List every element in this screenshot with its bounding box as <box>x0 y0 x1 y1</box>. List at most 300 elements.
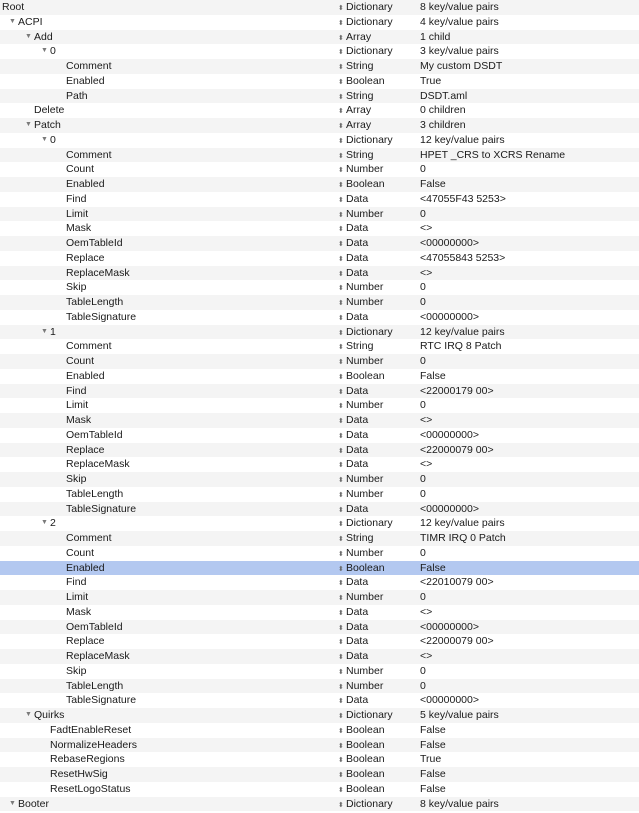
key-cell[interactable] <box>66 443 105 458</box>
type-label: Number <box>346 355 383 367</box>
type-label: Number <box>346 665 383 677</box>
plist-row[interactable] <box>0 133 639 148</box>
value-cell[interactable]: False <box>420 723 446 738</box>
plist-row[interactable] <box>0 251 639 266</box>
key-label: Comment <box>66 149 112 161</box>
key-label: ReplaceMask <box>66 650 130 662</box>
plist-row[interactable] <box>0 15 639 30</box>
value-cell[interactable]: 0 <box>420 472 426 487</box>
type-label: Dictionary <box>346 45 393 57</box>
updown-stepper-icon: ⬍ <box>338 710 346 725</box>
key-cell[interactable] <box>66 89 88 104</box>
key-cell[interactable] <box>66 398 88 413</box>
plist-row[interactable] <box>0 649 639 664</box>
key-cell[interactable] <box>66 354 94 369</box>
key-cell[interactable] <box>66 428 123 443</box>
value-cell[interactable]: <00000000> <box>420 620 479 635</box>
value-cell[interactable]: <> <box>420 221 432 236</box>
updown-stepper-icon: ⬍ <box>338 76 346 91</box>
key-cell[interactable] <box>66 605 91 620</box>
plist-row[interactable] <box>0 118 639 133</box>
type-label: Data <box>346 635 368 647</box>
updown-stepper-icon: ⬍ <box>338 666 346 681</box>
updown-stepper-icon: ⬍ <box>338 769 346 784</box>
key-label: Limit <box>66 208 88 220</box>
updown-stepper-icon: ⬍ <box>338 282 346 297</box>
value-cell[interactable]: 8 key/value pairs <box>420 0 499 15</box>
type-label: Array <box>346 104 371 116</box>
type-label: Number <box>346 591 383 603</box>
disclosure-triangle-icon[interactable]: ▼ <box>25 118 34 133</box>
value-cell[interactable]: <> <box>420 266 432 281</box>
key-cell[interactable] <box>34 103 64 118</box>
plist-row[interactable] <box>0 797 639 812</box>
key-cell[interactable] <box>66 384 86 399</box>
value-cell[interactable]: 3 children <box>420 118 466 133</box>
value-cell[interactable]: False <box>420 782 446 797</box>
key-cell[interactable] <box>25 30 53 45</box>
plist-row[interactable] <box>0 767 639 782</box>
updown-stepper-icon: ⬍ <box>338 297 346 312</box>
updown-stepper-icon: ⬍ <box>338 577 346 592</box>
value-cell[interactable]: 1 child <box>420 30 450 45</box>
key-cell[interactable] <box>25 118 61 133</box>
updown-stepper-icon: ⬍ <box>338 223 346 238</box>
value-cell[interactable]: My custom DSDT <box>420 59 502 74</box>
type-label: Dictionary <box>346 798 393 810</box>
type-label: Boolean <box>346 724 385 736</box>
key-cell[interactable] <box>66 693 136 708</box>
key-cell[interactable] <box>2 0 24 15</box>
key-label: Limit <box>66 591 88 603</box>
plist-row[interactable] <box>0 782 639 797</box>
plist-row[interactable] <box>0 339 639 354</box>
plist-row[interactable] <box>0 221 639 236</box>
updown-stepper-icon: ⬍ <box>338 105 346 120</box>
key-label: 0 <box>50 134 56 146</box>
type-label: Number <box>346 473 383 485</box>
value-cell[interactable]: <22010079 00> <box>420 575 494 590</box>
type-label: Boolean <box>346 753 385 765</box>
updown-stepper-icon: ⬍ <box>338 135 346 150</box>
value-cell[interactable]: 0 <box>420 207 426 222</box>
key-cell[interactable] <box>66 590 88 605</box>
type-label: Data <box>346 694 368 706</box>
key-cell[interactable] <box>66 207 88 222</box>
plist-row[interactable] <box>0 487 639 502</box>
plist-row[interactable] <box>0 752 639 767</box>
type-label: Dictionary <box>346 517 393 529</box>
disclosure-triangle-icon[interactable]: ▼ <box>41 133 50 148</box>
type-label: Data <box>346 444 368 456</box>
key-label: 1 <box>50 326 56 338</box>
type-label: Number <box>346 547 383 559</box>
key-cell[interactable] <box>66 266 130 281</box>
value-cell[interactable]: 0 <box>420 664 426 679</box>
value-cell[interactable]: 12 key/value pairs <box>420 325 505 340</box>
disclosure-triangle-icon[interactable]: ▼ <box>25 708 34 723</box>
key-label: 0 <box>50 45 56 57</box>
disclosure-triangle-icon[interactable]: ▼ <box>41 516 50 531</box>
plist-row[interactable] <box>0 310 639 325</box>
value-cell[interactable]: 0 <box>420 487 426 502</box>
updown-stepper-icon: ⬍ <box>338 489 346 504</box>
updown-stepper-icon: ⬍ <box>338 548 346 563</box>
value-cell[interactable]: <22000079 00> <box>420 443 494 458</box>
key-label: TableSignature <box>66 503 136 515</box>
type-popup[interactable] <box>338 797 393 813</box>
key-cell[interactable] <box>66 162 94 177</box>
key-cell[interactable] <box>66 664 86 679</box>
updown-stepper-icon: ⬍ <box>338 17 346 32</box>
disclosure-triangle-icon[interactable]: ▼ <box>9 797 18 812</box>
value-cell[interactable]: False <box>420 738 446 753</box>
value-cell[interactable]: 3 key/value pairs <box>420 44 499 59</box>
plist-row[interactable] <box>0 177 639 192</box>
key-cell[interactable] <box>66 221 91 236</box>
key-label: Skip <box>66 665 86 677</box>
updown-stepper-icon: ⬍ <box>338 179 346 194</box>
plist-row[interactable] <box>0 708 639 723</box>
type-label: Data <box>346 252 368 264</box>
key-cell[interactable] <box>50 723 131 738</box>
key-cell[interactable] <box>66 487 123 502</box>
key-cell[interactable] <box>66 148 112 163</box>
type-label: Data <box>346 222 368 234</box>
type-label: Dictionary <box>346 134 393 146</box>
type-label: Data <box>346 503 368 515</box>
updown-stepper-icon: ⬍ <box>338 209 346 224</box>
key-cell[interactable] <box>50 782 131 797</box>
key-label: Enabled <box>66 178 105 190</box>
updown-stepper-icon: ⬍ <box>338 341 346 356</box>
updown-stepper-icon: ⬍ <box>338 356 346 371</box>
key-cell[interactable] <box>66 310 136 325</box>
key-label: TableLength <box>66 488 123 500</box>
key-label: ReplaceMask <box>66 458 130 470</box>
key-cell[interactable] <box>66 295 123 310</box>
value-cell[interactable]: TIMR IRQ 0 Patch <box>420 531 506 546</box>
key-cell[interactable] <box>41 44 56 59</box>
key-label: OemTableId <box>66 237 123 249</box>
key-label: Root <box>2 1 24 13</box>
value-cell[interactable]: <> <box>420 605 432 620</box>
updown-stepper-icon: ⬍ <box>338 253 346 268</box>
key-cell[interactable] <box>66 546 94 561</box>
value-cell[interactable]: <47055843 5253> <box>420 251 505 266</box>
plist-row[interactable] <box>0 531 639 546</box>
updown-stepper-icon: ⬍ <box>338 430 346 445</box>
key-cell[interactable] <box>66 280 86 295</box>
plist-row[interactable] <box>0 148 639 163</box>
key-cell[interactable] <box>9 797 49 812</box>
value-cell[interactable]: <00000000> <box>420 693 479 708</box>
updown-stepper-icon: ⬍ <box>338 622 346 637</box>
key-cell[interactable] <box>50 767 108 782</box>
type-label: Number <box>346 399 383 411</box>
key-cell[interactable] <box>66 369 105 384</box>
type-label: Number <box>346 281 383 293</box>
key-cell[interactable] <box>66 561 105 576</box>
key-label: Mask <box>66 414 91 426</box>
plist-row[interactable] <box>0 207 639 222</box>
updown-stepper-icon: ⬍ <box>338 91 346 106</box>
plist-row[interactable] <box>0 325 639 340</box>
key-label: TableSignature <box>66 694 136 706</box>
updown-stepper-icon: ⬍ <box>338 238 346 253</box>
key-label: Find <box>66 576 86 588</box>
plist-row[interactable] <box>0 561 639 576</box>
key-cell[interactable] <box>66 236 123 251</box>
updown-stepper-icon: ⬍ <box>338 312 346 327</box>
key-label: Comment <box>66 532 112 544</box>
plist-row[interactable] <box>0 634 639 649</box>
plist-row[interactable] <box>0 369 639 384</box>
value-cell[interactable]: <22000179 00> <box>420 384 494 399</box>
key-label: TableLength <box>66 296 123 308</box>
updown-stepper-icon: ⬍ <box>338 386 346 401</box>
key-label: Replace <box>66 635 105 647</box>
updown-stepper-icon: ⬍ <box>338 120 346 135</box>
plist-row[interactable] <box>0 738 639 753</box>
value-cell[interactable]: <00000000> <box>420 236 479 251</box>
disclosure-triangle-icon[interactable]: ▼ <box>9 15 18 30</box>
type-label: Number <box>346 208 383 220</box>
value-cell[interactable]: <00000000> <box>420 428 479 443</box>
plist-row[interactable] <box>0 30 639 45</box>
key-label: 2 <box>50 517 56 529</box>
key-label: Limit <box>66 399 88 411</box>
plist-row[interactable] <box>0 502 639 517</box>
value-cell[interactable]: <00000000> <box>420 502 479 517</box>
value-cell[interactable]: <> <box>420 649 432 664</box>
value-cell[interactable]: 0 <box>420 295 426 310</box>
key-cell[interactable] <box>9 15 43 30</box>
key-cell[interactable] <box>50 752 125 767</box>
key-cell[interactable] <box>66 339 112 354</box>
key-label: NormalizeHeaders <box>50 739 137 751</box>
updown-stepper-icon: ⬍ <box>338 740 346 755</box>
key-label: ResetLogoStatus <box>50 783 131 795</box>
key-cell[interactable] <box>66 457 130 472</box>
key-label: Find <box>66 385 86 397</box>
updown-stepper-icon: ⬍ <box>338 415 346 430</box>
type-label: Boolean <box>346 562 385 574</box>
plist-row[interactable] <box>0 664 639 679</box>
updown-stepper-icon: ⬍ <box>338 194 346 209</box>
key-label: Count <box>66 355 94 367</box>
key-cell[interactable] <box>66 575 86 590</box>
value-cell[interactable]: RTC IRQ 8 Patch <box>420 339 502 354</box>
updown-stepper-icon: ⬍ <box>338 61 346 76</box>
value-cell[interactable]: <> <box>420 457 432 472</box>
type-label: Boolean <box>346 370 385 382</box>
type-label: Data <box>346 606 368 618</box>
disclosure-triangle-icon[interactable]: ▼ <box>41 44 50 59</box>
updown-stepper-icon: ⬍ <box>338 725 346 740</box>
type-label: Data <box>346 576 368 588</box>
updown-stepper-icon: ⬍ <box>338 2 346 17</box>
type-label: Data <box>346 429 368 441</box>
plist-row[interactable] <box>0 472 639 487</box>
value-cell[interactable]: 5 key/value pairs <box>420 708 499 723</box>
plist-row[interactable] <box>0 693 639 708</box>
plist-row[interactable] <box>0 457 639 472</box>
type-label: String <box>346 149 373 161</box>
plist-row[interactable] <box>0 575 639 590</box>
type-label: Data <box>346 458 368 470</box>
key-label: Quirks <box>34 709 64 721</box>
updown-stepper-icon: ⬍ <box>338 533 346 548</box>
plist-row[interactable] <box>0 590 639 605</box>
value-cell[interactable]: DSDT.aml <box>420 89 467 104</box>
type-label: Data <box>346 311 368 323</box>
plist-row[interactable] <box>0 74 639 89</box>
plist-row[interactable] <box>0 236 639 251</box>
key-label: TableLength <box>66 680 123 692</box>
plist-row[interactable] <box>0 266 639 281</box>
updown-stepper-icon: ⬍ <box>338 268 346 283</box>
type-label: String <box>346 532 373 544</box>
key-cell[interactable] <box>25 708 64 723</box>
key-label: ResetHwSig <box>50 768 108 780</box>
value-cell[interactable]: False <box>420 177 446 192</box>
value-cell[interactable]: True <box>420 752 441 767</box>
key-cell[interactable] <box>66 679 123 694</box>
updown-stepper-icon: ⬍ <box>338 651 346 666</box>
value-cell[interactable]: 0 children <box>420 103 466 118</box>
key-label: FadtEnableReset <box>50 724 131 736</box>
type-label: Number <box>346 680 383 692</box>
plist-row[interactable] <box>0 44 639 59</box>
key-cell[interactable] <box>41 325 56 340</box>
key-label: Add <box>34 31 53 43</box>
key-label: Skip <box>66 281 86 293</box>
key-cell[interactable] <box>66 192 86 207</box>
key-label: Comment <box>66 60 112 72</box>
key-cell[interactable] <box>66 74 105 89</box>
updown-stepper-icon: ⬍ <box>338 474 346 489</box>
key-cell[interactable] <box>66 502 136 517</box>
updown-stepper-icon: ⬍ <box>338 695 346 710</box>
key-cell[interactable] <box>66 634 105 649</box>
value-cell[interactable]: <00000000> <box>420 310 479 325</box>
plist-row[interactable] <box>0 620 639 635</box>
updown-stepper-icon: ⬍ <box>338 445 346 460</box>
key-cell[interactable] <box>41 133 56 148</box>
plist-row[interactable] <box>0 605 639 620</box>
value-cell[interactable]: 12 key/value pairs <box>420 133 505 148</box>
value-cell[interactable]: <> <box>420 413 432 428</box>
type-label: Data <box>346 193 368 205</box>
plist-row[interactable] <box>0 280 639 295</box>
plist-row[interactable] <box>0 384 639 399</box>
plist-row[interactable] <box>0 192 639 207</box>
value-cell[interactable]: 4 key/value pairs <box>420 15 499 30</box>
type-label: Boolean <box>346 178 385 190</box>
key-label: TableSignature <box>66 311 136 323</box>
plist-row[interactable] <box>0 398 639 413</box>
key-cell[interactable] <box>66 531 112 546</box>
key-cell[interactable] <box>66 649 130 664</box>
value-cell[interactable]: False <box>420 561 446 576</box>
value-cell[interactable]: 0 <box>420 590 426 605</box>
updown-stepper-icon: ⬍ <box>338 164 346 179</box>
key-label: ACPI <box>18 16 43 28</box>
plist-row[interactable] <box>0 89 639 104</box>
value-cell[interactable]: 8 key/value pairs <box>420 797 499 812</box>
updown-stepper-icon: ⬍ <box>338 46 346 61</box>
key-label: Enabled <box>66 75 105 87</box>
plist-row[interactable] <box>0 546 639 561</box>
plist-row[interactable] <box>0 516 639 531</box>
updown-stepper-icon: ⬍ <box>338 150 346 165</box>
value-cell[interactable]: 0 <box>420 398 426 413</box>
plist-row[interactable] <box>0 443 639 458</box>
plist-row[interactable] <box>0 354 639 369</box>
value-cell[interactable]: 0 <box>420 679 426 694</box>
key-cell[interactable] <box>66 177 105 192</box>
value-cell[interactable]: False <box>420 369 446 384</box>
key-label: RebaseRegions <box>50 753 125 765</box>
key-label: Patch <box>34 119 61 131</box>
plist-row[interactable] <box>0 295 639 310</box>
plist-row[interactable] <box>0 162 639 177</box>
key-cell[interactable] <box>50 738 137 753</box>
key-label: Find <box>66 193 86 205</box>
key-cell[interactable] <box>41 516 56 531</box>
plist-row[interactable] <box>0 0 639 15</box>
key-cell[interactable] <box>66 59 112 74</box>
updown-stepper-icon: ⬍ <box>338 504 346 519</box>
key-cell[interactable] <box>66 413 91 428</box>
disclosure-triangle-icon[interactable]: ▼ <box>41 325 50 340</box>
value-cell[interactable]: 0 <box>420 280 426 295</box>
plist-row[interactable] <box>0 428 639 443</box>
value-cell[interactable]: False <box>420 767 446 782</box>
key-label: Replace <box>66 252 105 264</box>
type-label: Dictionary <box>346 1 393 13</box>
plist-row[interactable] <box>0 723 639 738</box>
key-cell[interactable] <box>66 472 86 487</box>
key-cell[interactable] <box>66 620 123 635</box>
key-label: OemTableId <box>66 621 123 633</box>
type-label: Boolean <box>346 739 385 751</box>
value-cell[interactable]: HPET _CRS to XCRS Rename <box>420 148 565 163</box>
disclosure-triangle-icon[interactable]: ▼ <box>25 30 34 45</box>
key-cell[interactable] <box>66 251 105 266</box>
value-cell[interactable]: <47055F43 5253> <box>420 192 506 207</box>
updown-stepper-icon: ⬍ <box>338 518 346 533</box>
plist-row[interactable] <box>0 59 639 74</box>
value-cell[interactable]: 0 <box>420 354 426 369</box>
type-label: Array <box>346 31 371 43</box>
updown-stepper-icon: ⬍ <box>338 327 346 342</box>
plist-row[interactable] <box>0 679 639 694</box>
value-cell[interactable]: 0 <box>420 162 426 177</box>
value-cell[interactable]: <22000079 00> <box>420 634 494 649</box>
updown-stepper-icon: ⬍ <box>338 681 346 696</box>
key-label: Skip <box>66 473 86 485</box>
value-cell[interactable]: 12 key/value pairs <box>420 516 505 531</box>
type-label: String <box>346 60 373 72</box>
updown-stepper-icon: ⬍ <box>338 784 346 799</box>
plist-row[interactable] <box>0 103 639 118</box>
type-label: Data <box>346 385 368 397</box>
value-cell[interactable]: 0 <box>420 546 426 561</box>
plist-row[interactable] <box>0 413 639 428</box>
value-cell[interactable]: True <box>420 74 441 89</box>
